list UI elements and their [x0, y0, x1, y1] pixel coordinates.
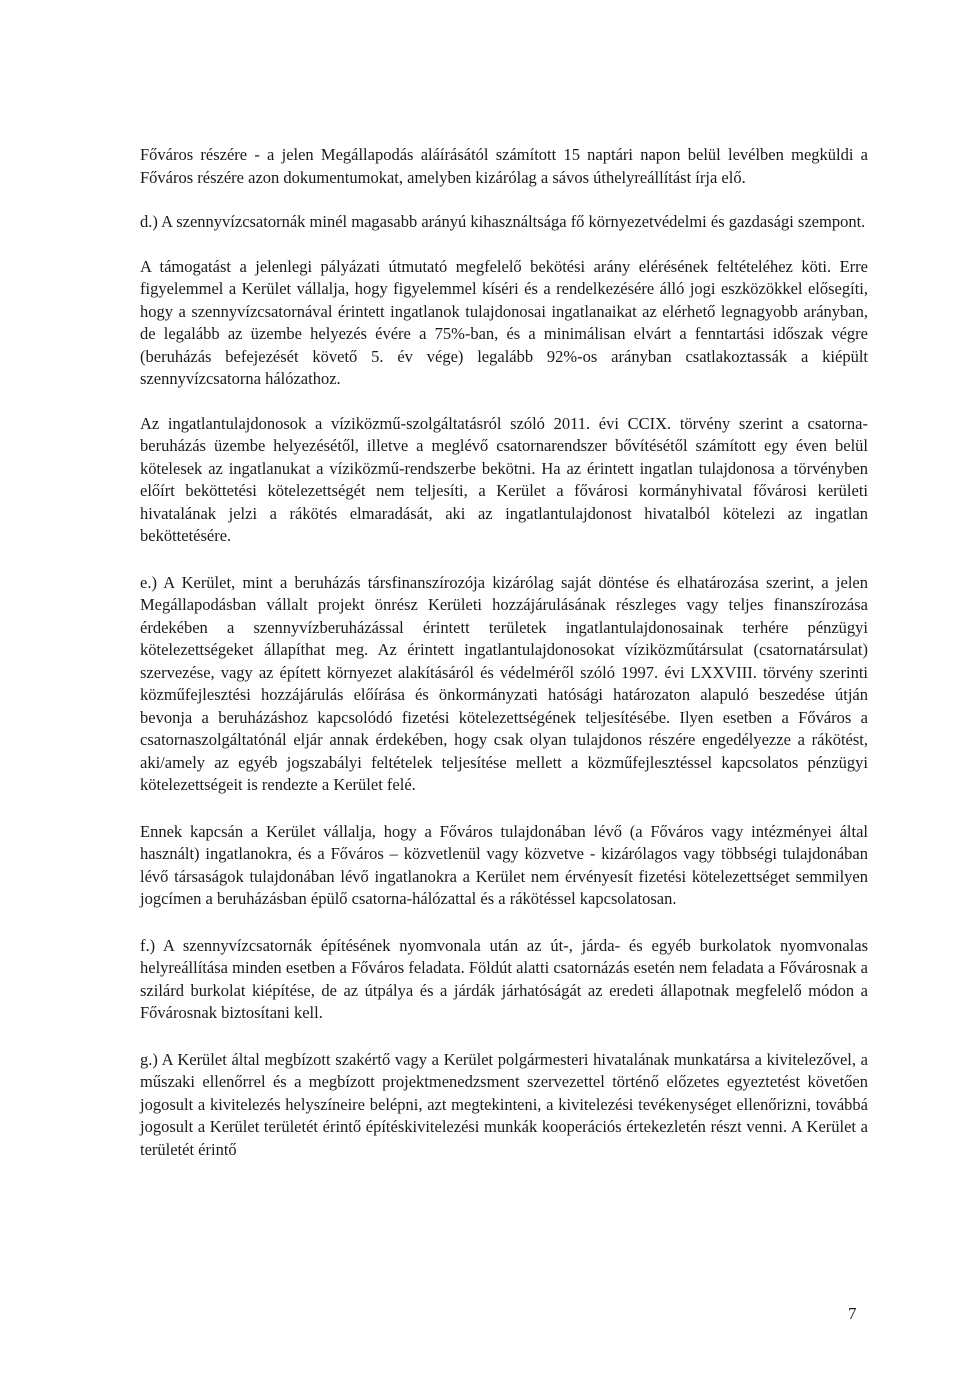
paragraph-property-owners: Az ingatlantulajdonosok a víziközmű-szolgáltatásról szóló 2011. évi CCIX. törvény szerint a csatorna-beruházás üzembe helyezésétől, illetve a meglévő csatornarendszer bővítésétől számított egy éven belül kötelesek az ingatlanukat a víziközmű-rendszerbe bekötni. Ha az érintett ingatlan tulajdonosa a törvényben előírt beköttetési kötelezettségét nem teljesíti, a Kerület a fővárosi kormányhivatal fővárosi kerületi hivatalának jelzi a rákötés elmaradását, aki az ingatlantulajdonost hivatalból kötelezi az ingatlan beköttetésére.	[140, 413, 868, 545]
page-body	[140, 144, 868, 1185]
page-number: 7	[848, 1304, 857, 1323]
paragraph-continuation: Főváros részére - a jelen Megállapodás aláírásától számított 15 naptári napon belül levélben megküldi a Főváros részére azon dokumentumokat, amelyben kizárólag a sávos úthelyreállítást írja elő.	[140, 145, 868, 187]
paragraph-e: e.) A Kerület, mint a beruházás társfinanszírozója kizárólag saját döntése és elhatározása szerint, a jelen Megállapodásban vállalt projekt önrész Kerületi hozzájárulásának részleges vagy teljes finanszírozása érdekében a szennyvízberuházással érintett területek ingatlantulajdonosainak terhére pénzügyi kötelezettségeket állapíthat meg. Az érintett ingatlantulajdonosokat víziközműtársulat (csatornatársulat) szervezése, vagy az épített környezet alakításáról és védelméről szóló 1997. évi LXXVIII. törvény szerinti közműfejlesztési hozzájárulás előírása és önkormányzati hatósági határozaton alapuló beszedése útján bevonja a beruházáshoz kapcsolódó fizetési kötelezettségének teljesítésébe. Ilyen esetben a Főváros a csatornaszolgáltatónál eljár annak érdekében, hogy csak olyan tulajdonos részére engedélyezze a rákötést, aki/amely az egyéb jogszabályi feltételek teljesítése mellett a közműfejlesztéssel kapcsolatos pénzügyi kötelezettségeit is rendezte a Kerület felé.	[140, 572, 868, 794]
paragraph-support-condition: A támogatást a jelenlegi pályázati útmutató megfelelő bekötési arány elérésének feltételéhez köti. Erre figyelemmel a Kerület vállalja, hogy figyelemmel kíséri és a rendelkezésére álló jogi eszközökkel elősegíti, hogy a szennyvízcsatornával érintett ingatlanok tulajdonosai ingatlanaikat az elérhető legnagyobb arányban, de legalább az üzembe helyezés évére a 75%-ban, és a minimálisan elvárt a fenntartási időszak végre (beruházás befejezését követő 5. év vége) legalább 92%-os arányban csatlakoztassák a kiépült szennyvízcsatorna hálózathoz.	[140, 256, 868, 388]
paragraph-exemption: Ennek kapcsán a Kerület vállalja, hogy a Főváros tulajdonában lévő (a Főváros vagy intézményei által használt) ingatlanokra, és a Főváros – közvetlenül vagy közvetve - kizárólagos vagy többségi tulajdonában lévő társaságok tulajdonában lévő ingatlanokra a Kerület nem érvényesít fizetési kötelezettséget semmilyen jogcímen a beruházásban épülő csatorna-hálózattal és a rákötéssel kapcsolatosan.	[140, 821, 868, 908]
paragraph-f: f.) A szennyvízcsatornák építésének nyomvonala után az út-, járda- és egyéb burkolatok nyomvonalas helyreállítása minden esetben a Főváros feladata. Földút alatti csatornázás esetén nem feladata a Fővárosnak a szilárd burkolat kiépítése, de az útpálya és a járdák járhatóságát az eredeti állapotnak megfelelő módon a Fővárosnak biztosítani kell.	[140, 935, 868, 1022]
paragraph-d: d.) A szennyvízcsatornák minél magasabb arányú kihasználtsága fő környezetvédelmi és gazdasági szempont.	[140, 212, 866, 231]
paragraph-g: g.) A Kerület által megbízott szakértő vagy a Kerület polgármesteri hivatalának munkatársa a kivitelezővel, a műszaki ellenőrrel és a megbízott projektmenedzsment szervezettel történő előzetes egyeztetést követően jogosult a kivitelezés helyszíneire belépni, azt megtekinteni, a kivitelezési tevékenységet ellenőrizni, továbbá jogosult a Kerület területét érintő építéskivitelezési munkák kooperációs értekezletén részt venni. A Kerület a területét érintő	[140, 1049, 868, 1159]
